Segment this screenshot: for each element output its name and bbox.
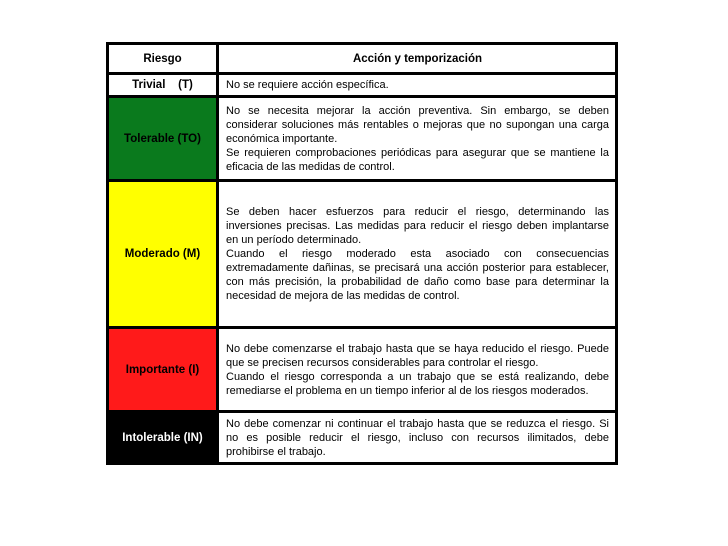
table-row bbox=[109, 179, 615, 326]
table-row bbox=[109, 95, 615, 179]
action-text: No se requiere acción específica. bbox=[226, 79, 389, 91]
risk-level-importante: Importante (I) bbox=[109, 326, 219, 410]
action-text: Cuando el riesgo corresponda a un trabajo que se está realizando, debe remediarse el problema en un tiempo inferior al de los riesgos moderados. bbox=[226, 370, 609, 397]
action-moderado bbox=[219, 179, 615, 326]
action-text: Cuando el riesgo moderado esta asociado con consecuencias extremadamente dañinas, se precisará una acción posterior para establecer, con más precisión, la probabilidad de daño como base para determinar la necesidad de mejora de las medidas de control. bbox=[226, 248, 609, 302]
action-text: Se deben hacer esfuerzos para reducir el riesgo, determinando las inversiones precisas. Las medidas para reducir el riesgo deben implantarse en un período determinado. bbox=[226, 206, 609, 246]
action-text: No debe comenzarse el trabajo hasta que se haya reducido el riesgo. Puede que se precisen recursos considerables para controlar el riesgo. bbox=[226, 342, 609, 369]
risk-action-table bbox=[106, 42, 618, 465]
action-tolerable bbox=[219, 95, 615, 179]
action-text: No se necesita mejorar la acción preventiva. Sin embargo, se deben considerar soluciones más rentables o mejoras que no supongan una carga económica importante. bbox=[226, 104, 609, 145]
table-row bbox=[109, 72, 615, 95]
action-trivial bbox=[219, 72, 615, 95]
risk-level-trivial: Trivial (T) bbox=[109, 72, 219, 95]
header-action: Acción y temporización bbox=[219, 45, 615, 72]
action-importante bbox=[219, 326, 615, 410]
risk-level-intolerable: Intolerable (IN) bbox=[109, 410, 219, 462]
action-text: Se requieren comprobaciones periódicas para asegurar que se mantiene la eficacia de las medidas de control. bbox=[226, 146, 609, 173]
risk-level-moderado: Moderado (M) bbox=[109, 179, 219, 326]
action-text: No debe comenzar ni continuar el trabajo hasta que se reduzca el riesgo. Si no es posible reducir el riesgo, incluso con recursos ilimitados, debe prohibirse el trabajo. bbox=[226, 417, 609, 458]
header-risk: Riesgo bbox=[109, 45, 219, 72]
action-intolerable bbox=[219, 410, 615, 462]
table-header-row bbox=[109, 45, 615, 72]
risk-level-tolerable: Tolerable (TO) bbox=[109, 95, 219, 179]
table-row bbox=[109, 326, 615, 410]
table-row bbox=[109, 410, 615, 462]
